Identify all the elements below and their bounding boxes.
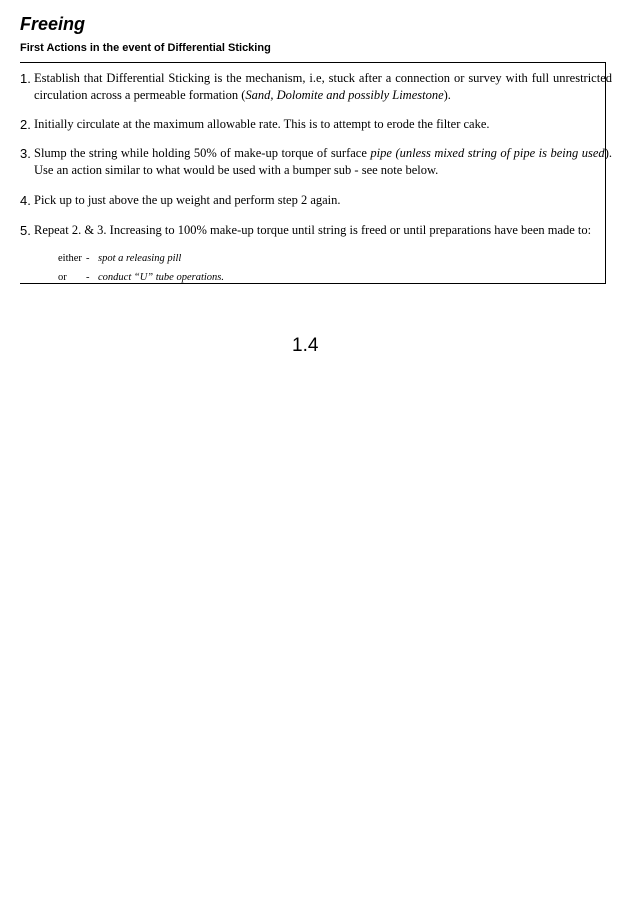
page-number: 1.4 (292, 335, 319, 356)
step-number: 4. (20, 193, 31, 208)
step-text: Slump the string while holding 50% of make-up torque of surface pipe (unless mixed string of pipe is being used). Use an action similar to what would be used with a bumper sub - see note below. (34, 146, 612, 177)
step-text: Repeat 2. & 3. Increasing to 100% make-up torque until string is freed or until preparations have been made to: (34, 223, 592, 237)
step-5 (20, 222, 612, 239)
step-3 (20, 145, 612, 179)
option-or: or - conduct “U” tube operations. (58, 272, 224, 283)
step-number: 1. (20, 71, 31, 86)
page-title: Freeing (20, 14, 86, 34)
step-text: Initially circulate at the maximum allowable rate. This is to attempt to erode the filter cake. (34, 117, 490, 131)
step-text: Pick up to just above the up weight and perform step 2 again. (34, 193, 341, 207)
step-text: Establish that Differential Sticking is the mechanism, i.e, stuck after a connection or survey with full unrestricted circulation across a permeable formation (Sand, Dolomite and possibly Limestone). (34, 71, 612, 102)
step-number: 2. (20, 117, 31, 132)
step-2 (20, 116, 612, 133)
step-4 (20, 192, 612, 209)
step-number: 3. (20, 146, 31, 161)
step-number: 5. (20, 223, 31, 238)
option-either: either - spot a releasing pill (58, 253, 182, 264)
section-subtitle: First Actions in the event of Differential Sticking (20, 42, 271, 54)
step-1 (20, 70, 612, 104)
